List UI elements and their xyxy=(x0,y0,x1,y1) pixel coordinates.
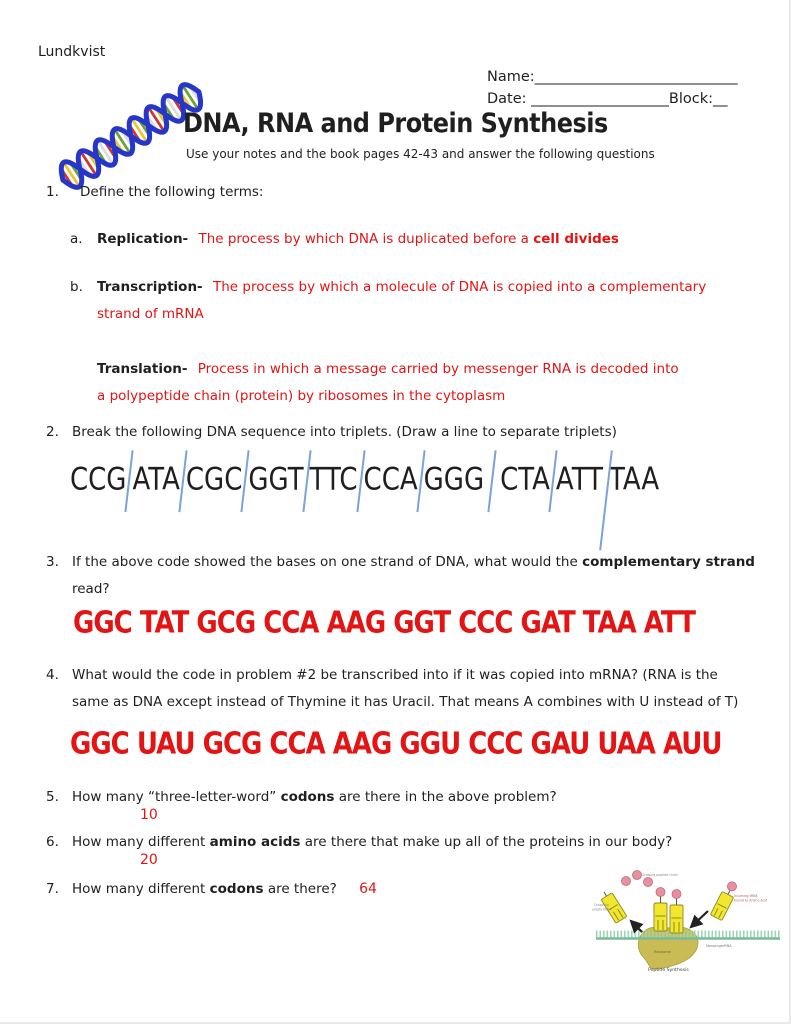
triplet: GGG xyxy=(423,462,485,498)
question-text: If the above code showed the bases on one strand of DNA, what would the xyxy=(72,554,578,570)
outgoing-arrow xyxy=(631,921,642,932)
label-peptide-synthesis: Peptide Synthesis xyxy=(648,968,689,973)
question-text: read? xyxy=(72,581,110,597)
question-number: 6. xyxy=(46,834,59,850)
answer-complementary-strand: GGC TAT GCG CCA AAG GGT CCC GAT TAA ATT xyxy=(73,606,695,641)
question-1c xyxy=(97,356,737,410)
question-1a xyxy=(70,226,750,253)
amino-acid-circle xyxy=(726,880,738,892)
answer-codon-count: 10 xyxy=(140,807,158,823)
term-replication: Replication- xyxy=(97,231,189,247)
label-ribosome: Ribosome xyxy=(654,950,671,954)
name-blank-line: ____________________________ xyxy=(534,69,738,85)
question-text: How many “three-letter-word” xyxy=(72,789,277,805)
answer-amino-acid-count: 20 xyxy=(140,852,158,868)
answer-replication-bold: cell divides xyxy=(533,231,619,247)
amino-acid-circle xyxy=(656,888,665,897)
block-blank-line: __ xyxy=(713,91,728,107)
question-text-bold: codons xyxy=(280,789,335,805)
answer-total-codons: 64 xyxy=(359,881,377,897)
name-date-block xyxy=(487,66,738,110)
term-transcription: Transcription- xyxy=(97,279,203,295)
triplet: GGT xyxy=(248,462,304,498)
item-letter: a. xyxy=(70,231,83,247)
amino-acid-circle xyxy=(672,890,681,899)
question-text: How many different xyxy=(72,881,206,897)
question-7 xyxy=(46,876,606,903)
question-text: are there? xyxy=(267,881,337,897)
triplet: CCA xyxy=(363,462,418,498)
name-label: Name: xyxy=(487,69,535,85)
page-title: DNA, RNA and Protein Synthesis xyxy=(183,108,608,139)
date-blank-line: ___________________ xyxy=(531,91,669,107)
page-subtitle: Use your notes and the book pages 42-43 and answer the following questions xyxy=(186,147,655,161)
question-2 xyxy=(46,419,766,446)
question-1b xyxy=(70,274,720,328)
answer-transcription-line1: The process by which a molecule of DNA is copied into a complementary xyxy=(212,279,707,295)
author-name: Lundkvist xyxy=(38,44,106,60)
question-number: 7. xyxy=(46,881,59,897)
question-text-bold: codons xyxy=(209,881,264,897)
question-3 xyxy=(46,549,756,603)
term-translation: Translation- xyxy=(97,361,188,377)
question-text: are there in the above problem? xyxy=(338,789,557,805)
question-text: What would the code in problem #2 be transcribed into if it was copied into mRNA? (RNA is the xyxy=(72,667,718,683)
trna-docked-1 xyxy=(654,888,667,932)
label-messenger-rna: MessengerRNA xyxy=(706,944,732,948)
question-text: same as DNA except instead of Thymine it has Uracil. That means A combines with U instead of T) xyxy=(72,694,739,710)
triplet: CGC xyxy=(185,462,243,498)
question-4 xyxy=(46,662,766,716)
ribosome-shape xyxy=(638,927,698,969)
label-outgoing-line2: empty tRNA xyxy=(592,907,612,912)
triplet: TAA xyxy=(609,462,660,498)
label-incoming-line2: bound to Amino Acid xyxy=(734,898,768,903)
triplet-separator-line xyxy=(488,450,497,512)
answer-mrna-strand: GGC UAU GCG CCA AAG GGU CCC GAU UAA AUU xyxy=(70,727,722,762)
question-text: Define the following terms: xyxy=(80,184,264,200)
question-1 xyxy=(46,179,746,206)
answer-replication: The process by which DNA is duplicated before a xyxy=(198,231,529,247)
incoming-arrow xyxy=(691,911,708,927)
answer-translation-line1: Process in which a message carried by messenger RNA is decoded into xyxy=(197,361,679,377)
question-text-bold: complementary strand xyxy=(582,554,755,570)
question-number: 5. xyxy=(46,789,59,805)
question-text: are there that make up all of the proteins in our body? xyxy=(304,834,673,850)
dna-sequence xyxy=(70,462,659,551)
answer-transcription-line2: strand of mRNA xyxy=(97,306,204,322)
triplet: CCG xyxy=(70,462,127,498)
block-label: Block: xyxy=(668,91,714,107)
protein-synthesis-diagram xyxy=(588,868,788,980)
label-incoming-line1: Incoming tRNA xyxy=(734,894,758,898)
date-label: Date: xyxy=(487,91,532,107)
answer-translation-line2: a polypeptide chain (protein) by ribosomes in the cytoplasm xyxy=(97,388,506,404)
question-text: Break the following DNA sequence into triplets. (Draw a line to separate triplets) xyxy=(72,424,617,440)
label-outgoing-line1: Outgoing xyxy=(594,903,609,907)
trna-docked-2 xyxy=(670,890,683,934)
question-number: 4. xyxy=(46,667,59,683)
question-number: 3. xyxy=(46,554,59,570)
triplet: CTA xyxy=(500,462,550,498)
label-growing-peptide-chain: Growing peptide chain xyxy=(642,873,678,877)
triplet: ATA xyxy=(132,462,180,498)
question-number: 1. xyxy=(46,184,59,200)
question-text: How many different xyxy=(72,834,206,850)
question-number: 2. xyxy=(46,424,59,440)
item-letter: b. xyxy=(70,279,83,295)
triplet: ATT xyxy=(555,462,603,498)
question-text-bold: amino acids xyxy=(209,834,301,850)
triplet: TTC xyxy=(309,462,358,498)
